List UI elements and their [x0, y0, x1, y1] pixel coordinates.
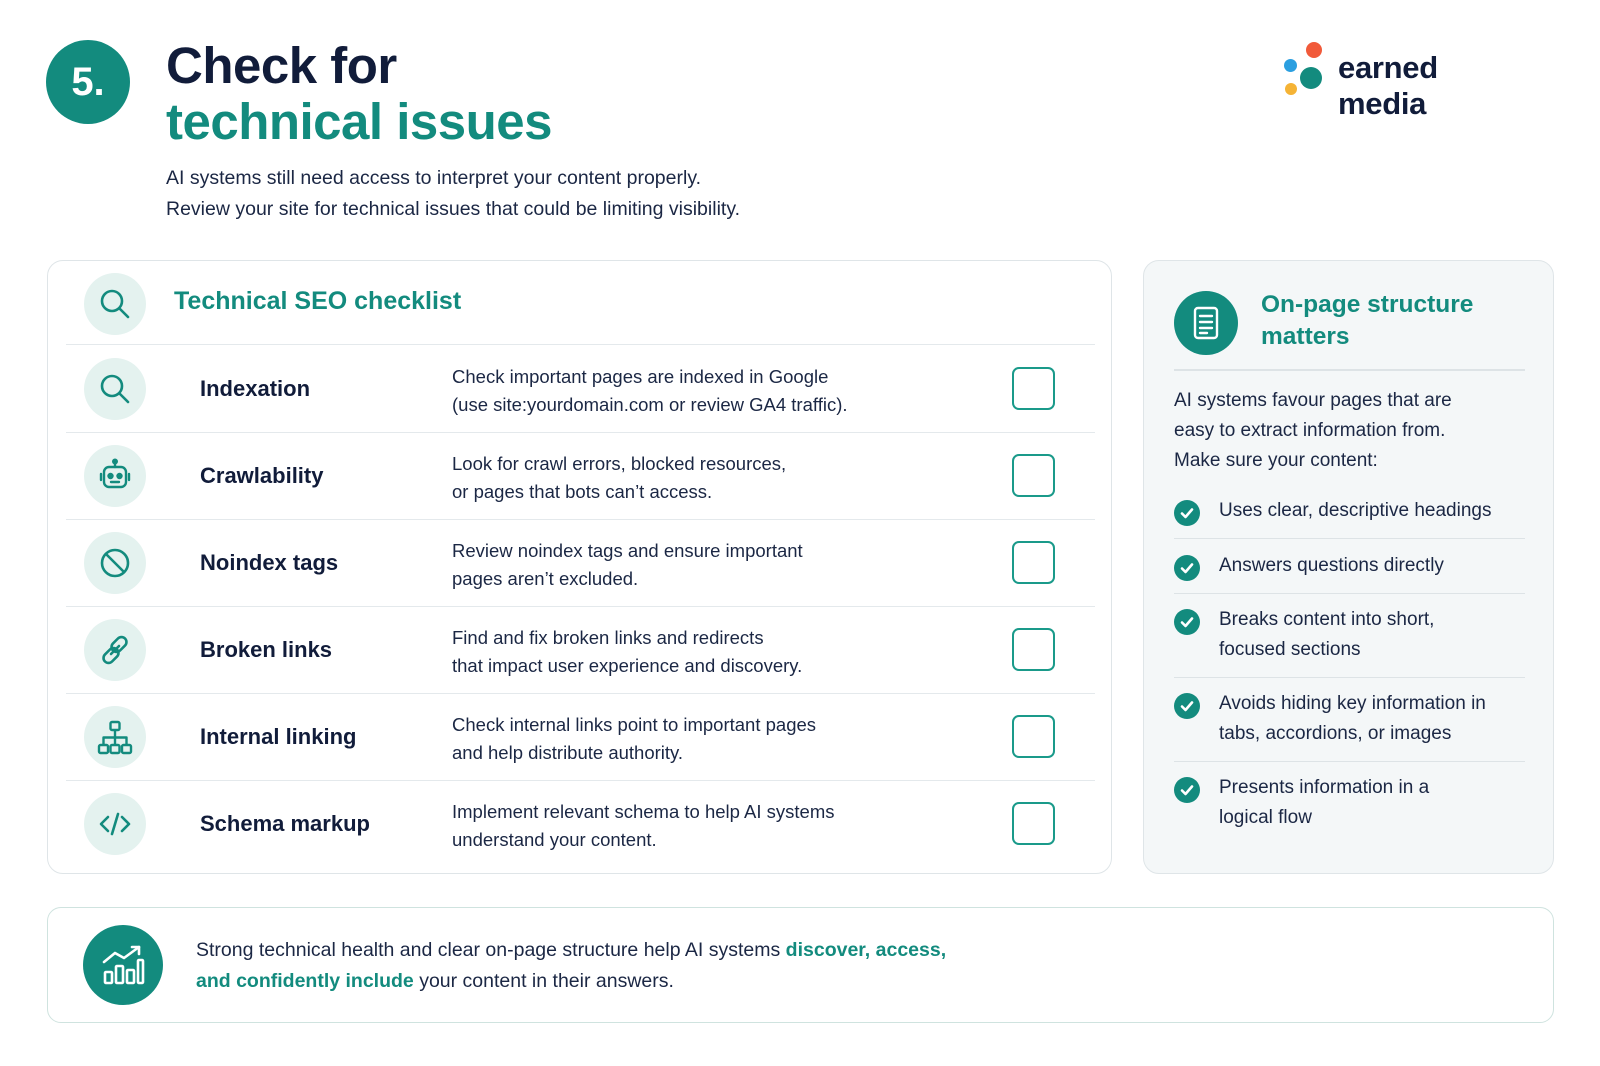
checklist-item-description: [452, 363, 972, 419]
checklist-item-description: [452, 537, 972, 593]
check-icon: [1174, 555, 1200, 581]
description-line: Look for crawl errors, blocked resources,: [452, 453, 787, 474]
block-icon: [84, 532, 146, 594]
checklist-item-name: Broken links: [200, 637, 333, 662]
structure-item-text: Avoids hiding key information in tabs, accordions, or images: [1219, 693, 1486, 744]
checklist-item-description: [452, 711, 972, 767]
intro-line: easy to extract information from.: [1174, 420, 1446, 441]
structure-item-text: Breaks content into short, focused sections: [1219, 609, 1435, 660]
checklist-row-indexation: [66, 346, 1095, 433]
crawlability-checkbox[interactable]: [1012, 454, 1055, 497]
checklist-item-name: Indexation: [200, 376, 311, 401]
description-line: (use site:yourdomain.com or review GA4 traffic).: [452, 394, 848, 415]
technical-seo-checklist-card: [47, 260, 1112, 874]
broken-links-checkbox[interactable]: [1012, 628, 1055, 671]
structure-list-item: [1174, 551, 1525, 594]
structure-list-item: [1174, 773, 1525, 843]
summary-text: [196, 935, 1096, 997]
intro-text: [166, 163, 740, 225]
document-icon: [1174, 291, 1238, 355]
summary-text-part: your content in their answers.: [413, 970, 674, 992]
description-line: pages aren’t excluded.: [452, 568, 639, 589]
summary-text-part: Strong technical health and clear on-page structure help AI systems: [196, 939, 786, 961]
title-line-1: Check for: [166, 37, 397, 94]
link-icon: [84, 619, 146, 681]
structure-item-text: Answers questions directly: [1219, 555, 1444, 576]
growth-chart-icon: [83, 925, 163, 1005]
sitemap-icon: [84, 706, 146, 768]
page-title: [166, 38, 552, 150]
summary-banner: [47, 907, 1554, 1023]
title-line-2: technical issues: [166, 93, 553, 150]
structure-list-item: [1174, 605, 1525, 678]
description-line: understand your content.: [452, 829, 657, 850]
structure-title: On-page structure matters: [1261, 291, 1474, 350]
checklist-row-internal-linking: [66, 694, 1095, 781]
check-icon: [1174, 500, 1200, 526]
indexation-checkbox[interactable]: [1012, 367, 1055, 410]
search-icon: [84, 273, 146, 335]
checklist-item-name: Internal linking: [200, 724, 357, 749]
intro-line-1: AI systems still need access to interpret your content properly.: [166, 167, 702, 189]
checklist-item-name: Noindex tags: [200, 550, 339, 575]
check-icon: [1174, 777, 1200, 803]
check-icon: [1174, 609, 1200, 635]
step-number-badge: 5.: [46, 40, 130, 124]
checklist-row-schema-markup: [66, 781, 1095, 868]
checklist-item-description: [452, 450, 972, 506]
intro-line: AI systems favour pages that are: [1174, 390, 1452, 411]
checklist-row-noindex-tags: [66, 520, 1095, 607]
structure-item-text: Uses clear, descriptive headings: [1219, 500, 1492, 521]
logo-text: earned media: [1338, 50, 1438, 121]
summary-highlight: and confidently include: [196, 970, 414, 992]
checklist-row-broken-links: [66, 607, 1095, 694]
description-line: Check internal links point to important pages: [452, 714, 817, 735]
checklist-item-name: Schema markup: [200, 811, 370, 836]
structure-list-item: [1174, 496, 1525, 539]
intro-line-2: Review your site for technical issues that could be limiting visibility.: [166, 198, 741, 220]
search-icon: [84, 358, 146, 420]
schema-markup-checkbox[interactable]: [1012, 802, 1055, 845]
earned-media-logo: [1282, 40, 1532, 121]
description-line: or pages that bots can’t access.: [452, 481, 713, 502]
description-line: Implement relevant schema to help AI systems: [452, 801, 835, 822]
structure-intro: [1174, 386, 1529, 476]
code-icon: [84, 793, 146, 855]
description-line: Review noindex tags and ensure important: [452, 540, 803, 561]
checklist-item-name: Crawlability: [200, 463, 324, 488]
description-line: and help distribute authority.: [452, 742, 684, 763]
checklist-item-description: [452, 624, 972, 680]
checklist-item-description: [452, 798, 972, 854]
checklist-row-crawlability: [66, 433, 1095, 520]
on-page-structure-card: [1143, 260, 1554, 874]
noindex-tags-checkbox[interactable]: [1012, 541, 1055, 584]
check-icon: [1174, 693, 1200, 719]
intro-line: Make sure your content:: [1174, 450, 1378, 471]
checklist-title: Technical SEO checklist: [174, 287, 462, 315]
internal-linking-checkbox[interactable]: [1012, 715, 1055, 758]
summary-highlight: discover, access,: [785, 939, 947, 961]
divider: [1174, 369, 1525, 371]
description-line: that impact user experience and discovery.: [452, 655, 803, 676]
robot-icon: [84, 445, 146, 507]
description-line: Check important pages are indexed in Google: [452, 366, 829, 387]
description-line: Find and fix broken links and redirects: [452, 627, 764, 648]
checklist-header: [66, 261, 1095, 345]
structure-list-item: [1174, 689, 1525, 762]
logo-dots-icon: [1282, 40, 1332, 100]
structure-item-text: Presents information in a logical flow: [1219, 777, 1430, 828]
